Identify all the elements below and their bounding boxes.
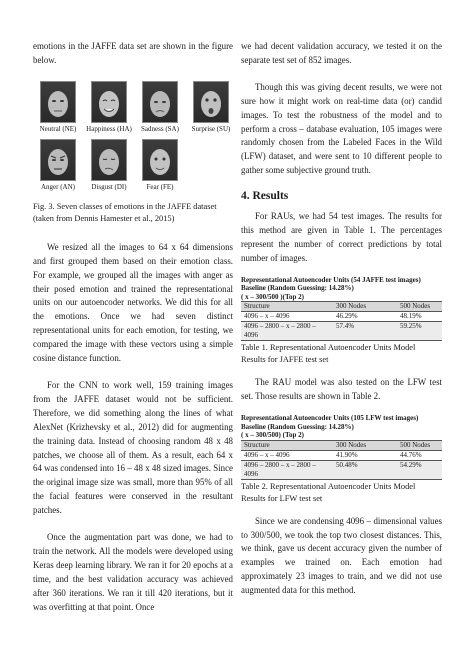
table-baseline: Baseline (Random Guessing: 14.28%) xyxy=(241,284,354,293)
left-column xyxy=(33,40,233,614)
face-sadness: Sadness (SA) xyxy=(131,81,189,134)
face-photo xyxy=(142,139,178,181)
table-baseline: Baseline (Random Guessing: 14.28%) xyxy=(241,422,354,431)
table-row: 4096 – x – 4096 41.90% 44.76% xyxy=(241,450,442,460)
results-table-jaffe xyxy=(241,276,442,367)
face-photo xyxy=(193,81,229,123)
face-neutral: Neutral (NE) xyxy=(29,81,87,134)
table-header-row: Structure 300 Nodes 500 Nodes xyxy=(241,440,442,450)
jaffe-figure xyxy=(33,81,233,241)
face-photo xyxy=(40,81,76,123)
intro-paragraph: emotions in the JAFFE data set are shown in the figure below. xyxy=(33,41,233,65)
table-caption: Table 1. Representational Autoencoder Units Model Results for JAFFE test set xyxy=(241,343,416,365)
face-disgust: Disgust (DI) xyxy=(80,139,138,192)
table-title: Representational Autoencoder Units (105 LFW test images) xyxy=(241,414,419,423)
face-surprise: Surprise (SU) xyxy=(182,81,240,134)
face-photo xyxy=(91,139,127,181)
face-happiness: Happiness (HA) xyxy=(80,81,138,134)
table-header-row: Structure 300 Nodes 500 Nodes xyxy=(241,302,442,312)
face-photo xyxy=(142,81,178,123)
body-paragraph: For RAUs, we had 54 test images. The results for this method are given in Table 1. The percentages represent the number of correct predictions by total number of images. xyxy=(241,211,442,263)
table-title: Representational Autoencoder Units (54 JAFFE test images) xyxy=(241,275,421,284)
body-paragraph: Though this was giving decent results, we were not sure how it might work on real-time data (or) candid images. To test the robustness of the model and to perform a cross – database evaluation, 105 images were randomly chosen from the Labeled Faces in the Wild (LFW) dataset, and were sent to 10 different people to gather some subjective ground truth. xyxy=(241,81,442,176)
table-row: 4096 – x – 4096 46.29% 48.19% xyxy=(241,312,442,322)
figure-caption: Fig. 3. Seven classes of emotions in the JAFFE dataset (taken from Dennis Hamester et al., 2015) xyxy=(33,201,217,223)
table-config: ( x – 300/500 )(Top 2) xyxy=(241,292,304,301)
face-photo xyxy=(40,139,76,181)
body-paragraph: we had decent validation accuracy, we tested it on the separate test set of 852 images. xyxy=(241,41,442,65)
face-photo xyxy=(91,81,127,123)
body-paragraph: The RAU model was also tested on the LFW test set. Those results are shown in Table 2. xyxy=(241,377,442,402)
section-heading: 4. Results xyxy=(241,190,289,203)
table-row: 4096 – 2800 – x – 2800 – 4096 50.48% 54.29% xyxy=(241,460,442,479)
body-paragraph: Since we are condensing 4096 – dimensional values to 300/500, we took the top two closest distances. This, we think, gave us decent accuracy given the number of examples we trained on. Each emotion had approximately 23 images to train, and we did not use augmented data for this method. xyxy=(241,515,442,596)
body-paragraph: Once the augmentation part was done, we had to train the network. All the models were developed using Keras deep learning library. We ran it for 20 epochs at a time, and the best validation accuracy was achieved after 360 iterations. We ran it till 420 iterations, but it was overfitting at that point. Once xyxy=(33,532,233,612)
table-caption: Table 2. Representational Autoencoder Units Model Results for LFW test set xyxy=(241,481,416,503)
face-anger: Anger (AN) xyxy=(29,139,87,192)
face-fear: Fear (FE) xyxy=(131,139,189,192)
table-config: ( x – 300/500) (Top 2) xyxy=(241,431,304,440)
right-column xyxy=(241,40,442,598)
body-paragraph: For the CNN to work well, 159 training images from the JAFFE dataset would not be sufficient. Therefore, we did something along the lines of what AlexNet (Krizhevsky et al., 2012) did for augmenting the training data. Instead of choosing random 48 x 48 patches, we choose all of them. As a result, each 64 x 64 was condensed into 16 – 48 x 48 sized images. Since the original image size was small, more than 95% of all the facial features were conserved in the resultant patches. xyxy=(33,379,233,516)
results-table-lfw xyxy=(241,414,442,505)
body-paragraph: We resized all the images to 64 x 64 dimensions and first grouped them based on their emotion class. For example, we grouped all the images with anger as their posed emotion and trained the representational units on our autoencoder networks. We did this for all the emotions. Once we had seven distinct representational units for each emotion, for testing, we compared the image with these vectors using a simple cosine distance function. xyxy=(33,241,233,364)
table-row: 4096 – 2800 – x – 2800 – 4096 57.4% 59.25% xyxy=(241,322,442,341)
